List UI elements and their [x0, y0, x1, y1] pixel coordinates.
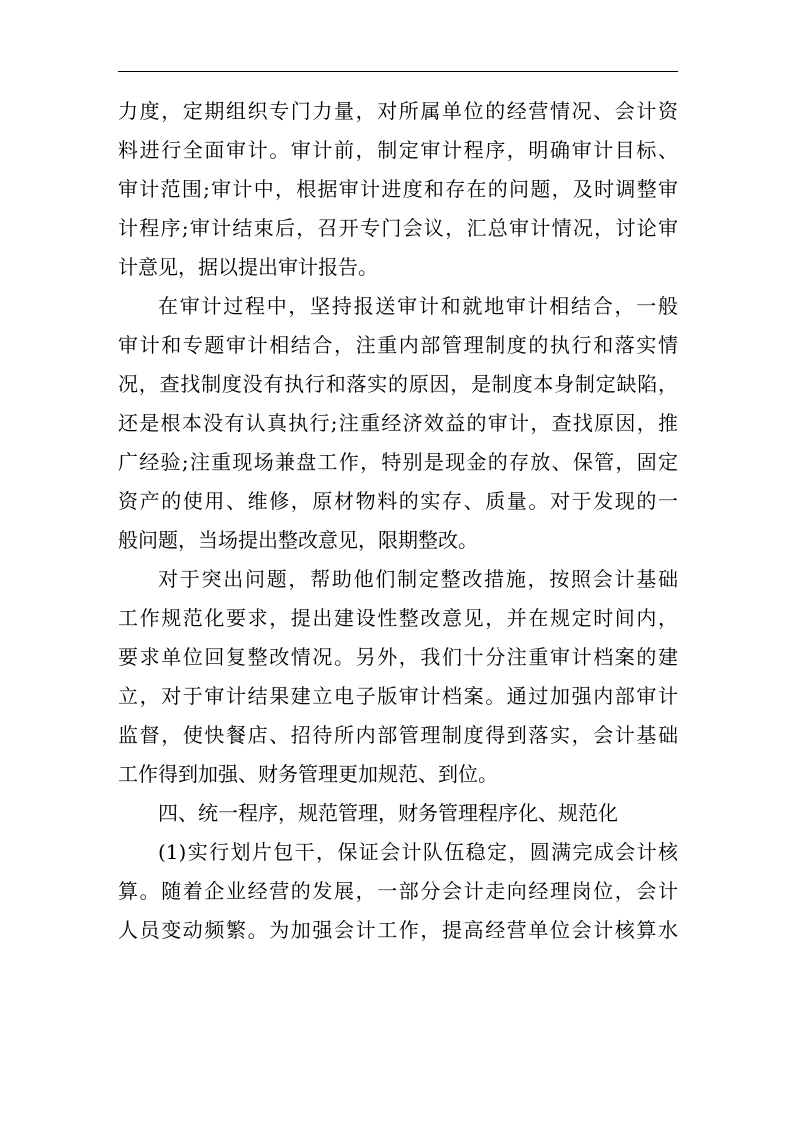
text-line: 工作规范化要求，提出建设性整改意见，并在规定时间内，	[118, 606, 678, 630]
text-line: 在审计过程中，坚持报送审计和就地审计相结合，一般	[158, 294, 678, 318]
text-line: 算。随着企业经营的发展，一部分会计走向经理岗位，会计	[118, 879, 678, 903]
text-line: 人员变动频繁。为加强会计工作，提高经营单位会计核算水	[118, 918, 678, 942]
header-rule	[118, 71, 678, 72]
text-line: 广经验;注重现场兼盘工作，特别是现金的存放、保管，固定	[118, 450, 678, 474]
text-line: 立，对于审计结果建立电子版审计档案。通过加强内部审计	[118, 684, 678, 708]
text-line: 计意见，据以提出审计报告。	[118, 255, 378, 279]
text-line: 监督，使快餐店、招待所内部管理制度得到落实，会计基础	[118, 723, 678, 747]
text-line: 力度，定期组织专门力量，对所属单位的经营情况、会计资	[118, 99, 678, 123]
text-line: 计程序;审计结束后，召开专门会议，汇总审计情况，讨论审	[118, 216, 678, 240]
text-line: 况，查找制度没有执行和落实的原因，是制度本身制定缺陷，	[118, 372, 678, 396]
text-line: (1)实行划片包干，保证会计队伍稳定，圆满完成会计核	[158, 840, 678, 864]
text-line: 审计范围;审计中，根据审计进度和存在的问题，及时调整审	[118, 177, 678, 201]
section-heading: 四、统一程序，规范管理，财务管理程序化、规范化	[158, 801, 618, 825]
text-line: 般问题，当场提出整改意见，限期整改。	[118, 528, 478, 552]
text-line: 资产的使用、维修，原材物料的实存、质量。对于发现的一	[118, 489, 678, 513]
document-body	[118, 92, 678, 950]
text-line: 审计和专题审计相结合，注重内部管理制度的执行和落实情	[118, 333, 678, 357]
text-line: 对于突出问题，帮助他们制定整改措施，按照会计基础	[158, 567, 678, 591]
text-line: 还是根本没有认真执行;注重经济效益的审计，查找原因，推	[118, 411, 678, 435]
text-line: 要求单位回复整改情况。另外，我们十分注重审计档案的建	[118, 645, 678, 669]
text-line: 料进行全面审计。审计前，制定审计程序，明确审计目标、	[118, 138, 678, 162]
text-line: 工作得到加强、财务管理更加规范、到位。	[118, 762, 498, 786]
